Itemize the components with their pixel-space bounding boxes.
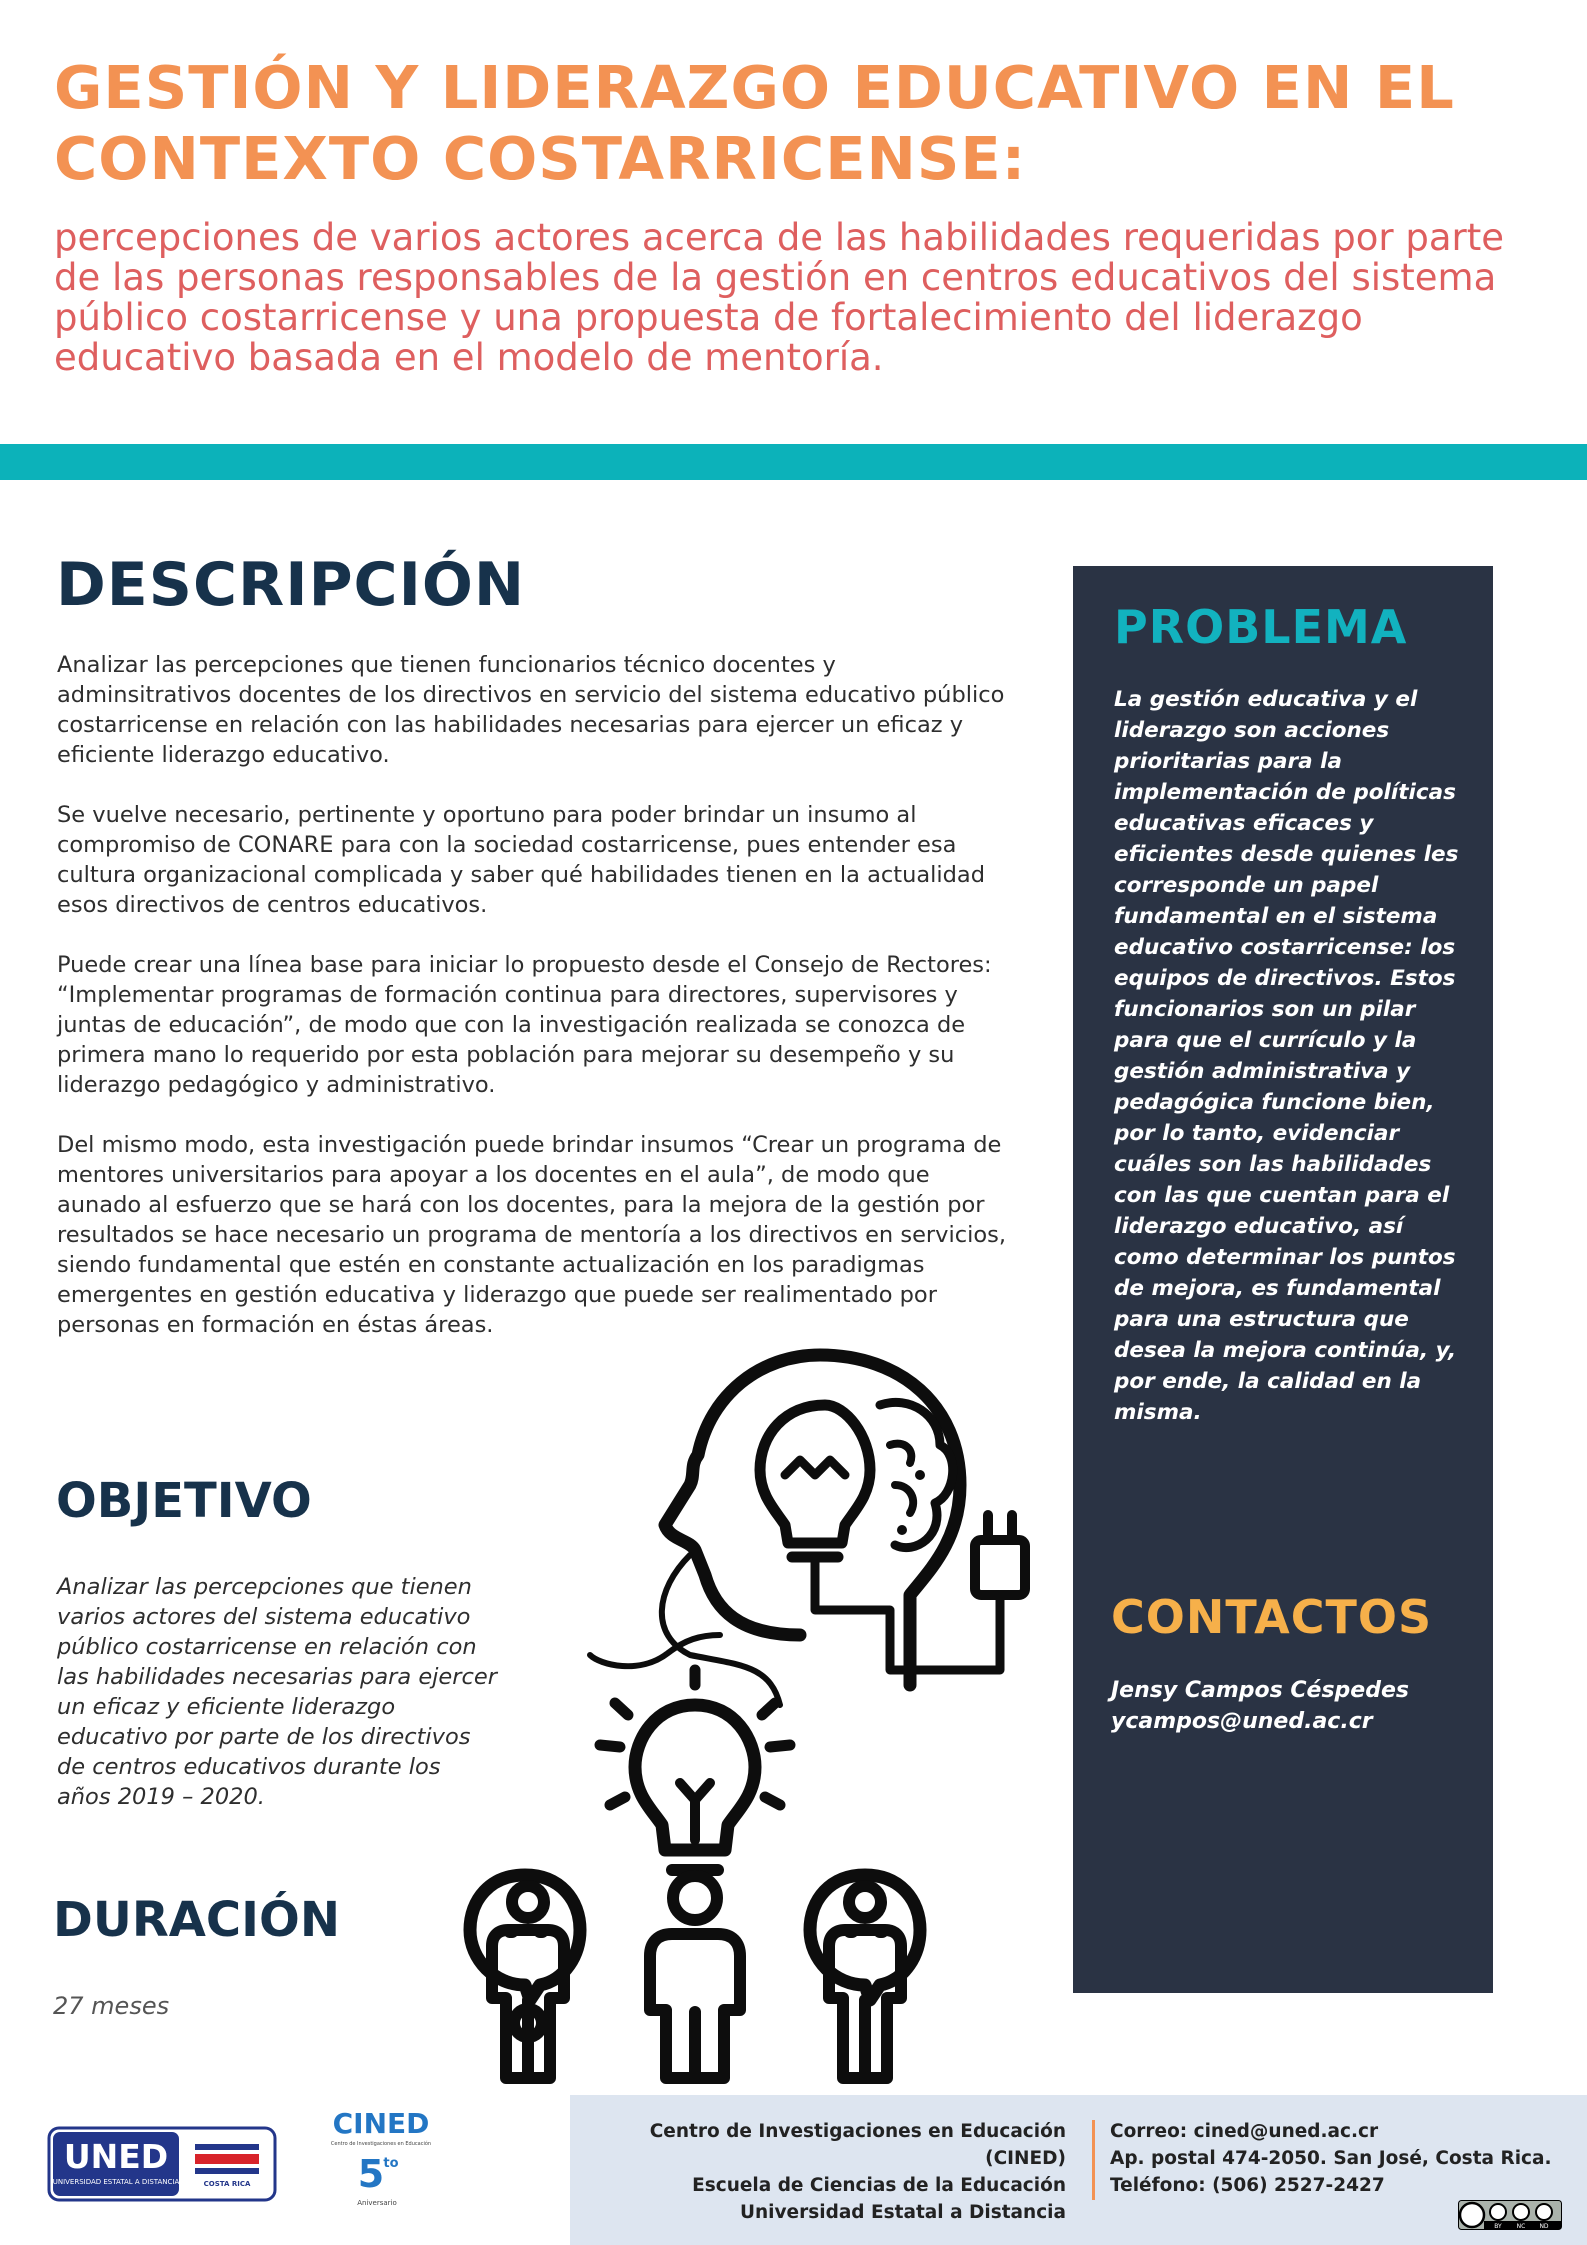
by-icon	[1490, 2204, 1506, 2220]
svg-text:BY: BY	[1494, 2223, 1502, 2230]
problem-heading: PROBLEMA	[1114, 600, 1408, 654]
cined-anniversary-number: 5	[357, 2152, 385, 2196]
description-paragraph: Se vuelve necesario, pertinente y oportuno para poder brindar un insumo al compromiso de CONARE para con la sociedad costarricense, pues entender esa cultura organizacional complicada y saber qué habilidades tienen en la actualidad esos directivos de centros educativos.	[57, 802, 985, 918]
cc-icon	[1460, 2203, 1484, 2227]
uned-logo	[47, 2126, 277, 2202]
svg-text:ND: ND	[1539, 2223, 1549, 2230]
footer-address: Ap. postal 474-2050. San José, Costa Rica.	[1110, 2148, 1552, 2169]
footer-email[interactable]: Correo: cined@uned.ac.cr	[1110, 2121, 1379, 2142]
contact-name: Jensy Campos Céspedes	[1111, 1678, 1409, 1703]
description-paragraph: Analizar las percepciones que tienen funcionarios técnico docentes y adminsitrativos docentes de los directivos en servicio del sistema educativo público costarricense en relación con las habilidades necesarias para ejercer un eficaz y eficiente liderazgo educativo.	[57, 652, 1005, 768]
footer-line: Centro de Investigaciones en Educación (CINED)	[649, 2121, 1066, 2169]
contact-email[interactable]: ycampos@uned.ac.cr	[1111, 1709, 1373, 1734]
title-line-1: GESTIÓN Y LIDERAZGO EDUCATIVO EN EL	[54, 53, 1455, 122]
problem-text: La gestión educativa y el liderazgo son acciones prioritarias para la implementación de políticas educativas eficaces y eficientes desde quienes les corresponde un papel fundamental en el sistema educativo costarricense: los equipos de directivos. Estos funcionarios son un pilar para que el currículo y la gestión administrativa y pedagógica funcione bien, por lo tanto, evidenciar cuáles son las habilidades con las que cuentan para el liderazgo educativo, así como determinar los puntos de mejora, es fundamental para una estructura que desea la mejora continúa, y, por ende, la calidad en la misma.	[1114, 687, 1459, 1425]
title-line-2: CONTEXTO COSTARRICENSE:	[54, 124, 1027, 193]
cined-logo	[325, 2105, 437, 2211]
teal-divider-band	[0, 444, 1587, 480]
person-left-icon	[492, 1886, 564, 2078]
uned-logo-sub: UNIVERSIDAD ESTATAL A DISTANCIA	[52, 2178, 180, 2186]
contacts-heading: CONTACTOS	[1111, 1590, 1433, 1644]
footer-line: Escuela de Ciencias de la Educación	[692, 2175, 1066, 2196]
contacts-info	[1111, 1675, 1481, 1737]
page-subtitle: percepciones de varios actores acerca de las habilidades requeridas por parte de las personas responsables de la gestión en centros educativos del sistema público costarricense y una propuesta de fortalecimiento del liderazgo educativo basada en el modelo de mentoría.	[54, 216, 1505, 379]
description-paragraph: Puede crear una línea base para iniciar lo propuesto desde el Consejo de Rectores: “Implementar programas de formación continua para directores, supervisores y juntas de educación”, de modo que con la investigación realizada se conozca de primera mano lo requerido por esta población para mejorar su desempeño y su liderazgo pedagógico y administrativo.	[57, 952, 992, 1098]
uned-logo-text: UNED	[63, 2137, 169, 2176]
person-right-icon	[829, 1886, 901, 2078]
cined-logo-text: CINED	[332, 2107, 430, 2140]
description-body	[57, 650, 1007, 1370]
duration-heading: DURACIÓN	[53, 1892, 340, 1948]
footer-divider	[1092, 2120, 1095, 2200]
nc-icon	[1513, 2204, 1529, 2220]
creative-commons-badge	[1458, 2200, 1562, 2230]
cined-logo-sub: Centro de Investigaciones en Educación	[330, 2141, 432, 2147]
footer-phone: Teléfono: (506) 2527-2427	[1110, 2175, 1385, 2196]
duration-value: 27 meses	[53, 1992, 170, 2020]
objective-text: Analizar las percepciones que tienen varios actores del sistema educativo público costarricense en relación con las habilidades necesarias para ejercer un eficaz y eficiente liderazgo educativo por parte de los directivos de centros educativos durante los años 2019 – 2020.	[57, 1574, 497, 1810]
footer-institution	[570, 2118, 1066, 2226]
footer-line: Universidad Estatal a Distancia	[739, 2202, 1066, 2223]
page-title	[54, 52, 1534, 194]
description-paragraph: Del mismo modo, esta investigación puede brindar insumos “Crear un programa de mentores universitarios para apoyar a los docentes en el aula”, de modo que aunado al esfuerzo que se hará con los docentes, para la mejora de la gestión por resultados se hace necesario un programa de mentoría a los directivos en servicios, siendo fundamental que estén en constante actualización en los paradigmas emergentes en gestión educativa y liderazgo que puede ser realimentado por personas en formación en éstas áreas.	[57, 1132, 1006, 1338]
nd-icon	[1536, 2204, 1552, 2220]
svg-text:NC: NC	[1516, 2223, 1526, 2230]
cined-anniversary-word: Aniversario	[357, 2199, 397, 2207]
cined-anniversary-sup: to	[383, 2156, 399, 2171]
description-heading: DESCRIPCIÓN	[56, 550, 526, 620]
person-center-icon	[650, 1876, 740, 2078]
objective-heading: OBJETIVO	[56, 1473, 312, 1529]
people-drawing	[440, 1870, 1060, 2085]
uned-logo-country: COSTA RICA	[203, 2180, 251, 2188]
footer-contact	[1110, 2118, 1580, 2199]
